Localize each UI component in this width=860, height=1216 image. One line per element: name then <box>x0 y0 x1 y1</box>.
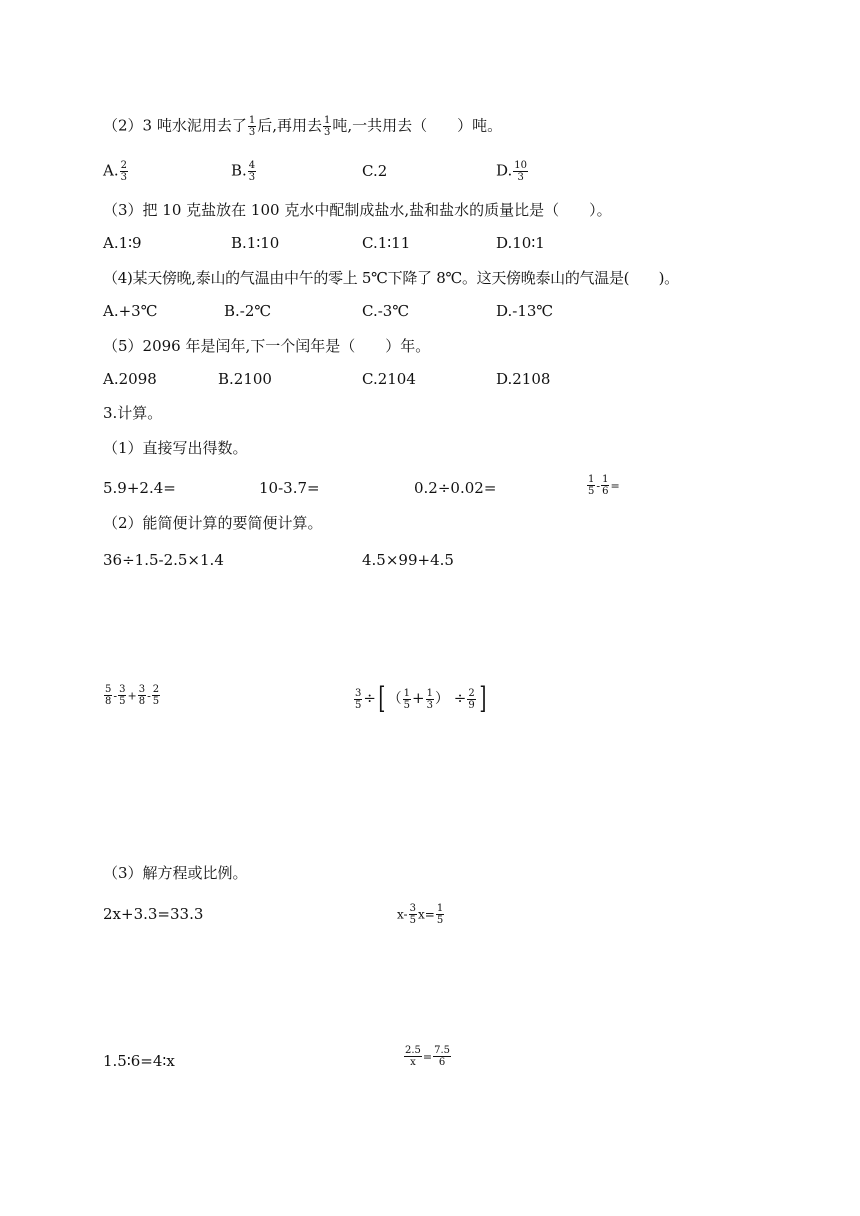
subsection-1-title: （1）直接写出得数。 <box>103 439 248 457</box>
fraction <box>467 688 475 711</box>
left-paren: （ <box>387 691 402 707</box>
q5-option-b[interactable]: B.2100 <box>218 370 272 388</box>
numerator: 7.5 <box>434 1045 451 1056</box>
fraction <box>152 684 160 707</box>
simplify-calc-4 <box>353 681 488 716</box>
q4-option-b[interactable]: B.-2℃ <box>224 302 272 320</box>
denominator: 8 <box>105 696 112 707</box>
numerator: 1 <box>588 474 595 485</box>
fraction <box>409 903 417 926</box>
operator: + <box>127 689 137 703</box>
q5-stem: （5）2096 年是闰年,下一个闰年是（ ）年。 <box>103 337 431 355</box>
operator: - <box>596 479 601 493</box>
fraction <box>436 903 444 926</box>
numerator: 2 <box>152 684 160 695</box>
q2-text-c: 吨,一共用去（ ）吨。 <box>332 116 503 135</box>
denominator: 5 <box>152 696 160 707</box>
q4-option-a[interactable]: A.+3℃ <box>103 302 158 320</box>
q3-option-d[interactable]: D.10∶1 <box>496 234 545 252</box>
q2-option-a[interactable] <box>103 160 129 183</box>
fraction <box>433 1045 451 1068</box>
fraction <box>138 684 146 707</box>
denominator: 5 <box>588 486 595 497</box>
denominator: 3 <box>120 172 127 183</box>
q4-stem: （4)某天傍晚,泰山的气温由中午的零上 5℃下降了 8℃。这天傍晚泰山的气温是( )。 <box>103 269 679 287</box>
q3-stem: （3）把 10 克盐放在 100 克水中配制成盐水,盐和盐水的质量比是（ ）。 <box>103 201 612 219</box>
denominator: 3 <box>248 127 256 138</box>
q3-option-b[interactable]: B.1∶10 <box>231 234 280 252</box>
option-label: D. <box>496 161 513 180</box>
fraction <box>118 684 126 707</box>
q3-option-c[interactable]: C.1∶11 <box>362 234 411 252</box>
q5-option-a[interactable]: A.2098 <box>103 370 157 388</box>
fraction <box>354 688 362 711</box>
q2-option-b[interactable] <box>231 160 257 183</box>
fraction <box>426 688 434 711</box>
q2-stem <box>103 115 502 138</box>
equals: = <box>610 479 620 493</box>
fraction <box>104 684 112 707</box>
right-paren: ） <box>435 691 449 707</box>
denominator: 5 <box>355 699 362 711</box>
numerator: 5 <box>105 684 112 695</box>
numerator: 3 <box>119 684 126 695</box>
equation-term: x- <box>397 907 408 922</box>
simplify-calc-1: 36÷1.5-2.5×1.4 <box>103 551 224 569</box>
operator: - <box>147 689 151 703</box>
denominator: 3 <box>426 699 433 711</box>
q5-option-d[interactable]: D.2108 <box>496 370 551 388</box>
oral-calc-2: 10-3.7= <box>259 479 320 497</box>
option-label: B. <box>231 161 247 180</box>
denominator: 9 <box>468 699 475 711</box>
left-bracket: [ <box>378 681 386 716</box>
right-bracket: ] <box>479 681 487 716</box>
numerator: 1 <box>324 115 331 126</box>
fraction <box>323 115 331 138</box>
operator: + <box>412 689 425 707</box>
numerator: 2.5 <box>405 1045 421 1056</box>
q2-text-b: 后,再用去 <box>257 116 323 135</box>
numerator: 1 <box>248 115 256 126</box>
numerator: 3 <box>138 684 146 695</box>
numerator: 1 <box>403 687 411 699</box>
subsection-2-title: （2）能简便计算的要简便计算。 <box>103 514 323 532</box>
simplify-calc-2: 4.5×99+4.5 <box>362 551 454 569</box>
q2-text-a: （2）3 吨水泥用去了 <box>103 116 247 135</box>
numerator: 10 <box>514 160 527 171</box>
denominator: 3 <box>324 127 331 138</box>
subsection-3-title: （3）解方程或比例。 <box>103 864 248 882</box>
oral-calc-1: 5.9+2.4= <box>103 479 176 497</box>
equation-term: x= <box>418 907 435 922</box>
denominator: 5 <box>403 699 411 711</box>
q4-option-c[interactable]: C.-3℃ <box>362 302 410 320</box>
fraction <box>587 474 595 497</box>
operator: ÷ <box>363 689 376 707</box>
fraction <box>601 474 609 497</box>
section-3-title: 3.计算。 <box>103 404 163 422</box>
operator: - <box>113 689 118 703</box>
denominator: 6 <box>438 1057 446 1068</box>
denominator: 8 <box>138 696 146 707</box>
denominator: 5 <box>436 915 444 926</box>
equation-1: 2x+3.3=33.3 <box>103 905 204 923</box>
fraction <box>248 160 256 183</box>
denominator: 6 <box>602 486 609 497</box>
equals: = <box>422 1050 433 1064</box>
denominator: 5 <box>119 696 126 707</box>
operator: ÷ <box>453 689 467 707</box>
q5-option-c[interactable]: C.2104 <box>362 370 416 388</box>
fraction <box>120 160 128 183</box>
equation-2 <box>397 903 445 926</box>
numerator: 2 <box>468 687 475 699</box>
q2-option-d[interactable] <box>496 160 529 183</box>
numerator: 3 <box>409 903 416 914</box>
oral-calc-4 <box>586 474 620 497</box>
simplify-calc-3 <box>103 684 161 707</box>
denominator: 5 <box>409 915 416 926</box>
numerator: 4 <box>248 160 256 171</box>
q3-option-a[interactable]: A.1∶9 <box>103 234 142 252</box>
q2-option-c[interactable]: C.2 <box>362 162 388 180</box>
fraction <box>404 1045 422 1068</box>
denominator: 3 <box>517 172 524 183</box>
q4-option-d[interactable]: D.-13℃ <box>496 302 554 320</box>
numerator: 1 <box>426 687 433 699</box>
numerator: 1 <box>602 474 609 485</box>
numerator: 2 <box>120 160 127 171</box>
numerator: 3 <box>355 687 362 699</box>
denominator: 3 <box>248 172 256 183</box>
numerator: 1 <box>436 903 444 914</box>
denominator: x <box>410 1057 416 1068</box>
fraction <box>403 688 411 711</box>
option-label: A. <box>103 161 119 180</box>
proportion-1: 1.5∶6=4∶x <box>103 1052 175 1070</box>
proportion-2 <box>403 1045 452 1068</box>
oral-calc-3: 0.2÷0.02= <box>414 479 497 497</box>
fraction <box>513 160 528 183</box>
fraction <box>248 115 256 138</box>
